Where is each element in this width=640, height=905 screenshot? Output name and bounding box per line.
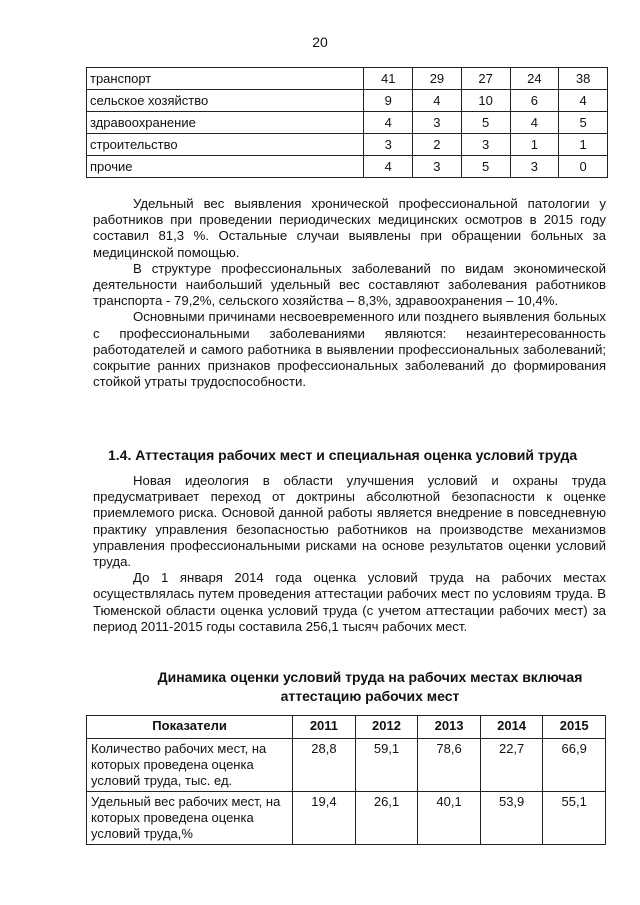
value-cell: 5 [461, 156, 510, 178]
header-cell: Показатели [87, 716, 293, 739]
body-text-block-2 [93, 473, 606, 635]
paragraph: Новая идеология в области улучшения условий и охраны труда предусматривает переход от доктрины абсолютной безопасности к оценке приемлемого риска. Основой данной работы является внедрение в повседневную практику управления безопасностью работников на производстве механизмов управления профессиональными рисками на основе результатов оценки условий труда. [93, 473, 606, 570]
value-cell: 9 [364, 90, 413, 112]
value-cell: 5 [559, 112, 608, 134]
table-header-row [87, 716, 606, 739]
header-cell: 2012 [355, 716, 418, 739]
value-cell: 78,6 [418, 739, 481, 792]
value-cell: 4 [364, 112, 413, 134]
value-cell: 59,1 [355, 739, 418, 792]
value-cell: 41 [364, 68, 413, 90]
table-row [87, 134, 608, 156]
value-cell: 29 [413, 68, 462, 90]
indicator-label: Удельный вес рабочих мест, на которых проведена оценка условий труда,% [87, 792, 293, 845]
value-cell: 3 [461, 134, 510, 156]
value-cell: 27 [461, 68, 510, 90]
section-heading: 1.4. Аттестация рабочих мест и специальная оценка условий труда [108, 447, 578, 463]
value-cell: 19,4 [293, 792, 356, 845]
value-cell: 22,7 [480, 739, 543, 792]
indicator-label: Количество рабочих мест, на которых проведена оценка условий труда, тыс. ед. [87, 739, 293, 792]
header-cell: 2013 [418, 716, 481, 739]
header-cell: 2014 [480, 716, 543, 739]
sector-label: сельское хозяйство [87, 90, 364, 112]
value-cell: 4 [413, 90, 462, 112]
table-row [87, 90, 608, 112]
value-cell: 3 [413, 156, 462, 178]
value-cell: 28,8 [293, 739, 356, 792]
value-cell: 3 [364, 134, 413, 156]
value-cell: 40,1 [418, 792, 481, 845]
value-cell: 3 [413, 112, 462, 134]
value-cell: 10 [461, 90, 510, 112]
table-title-line-1: Динамика оценки условий труда на рабочих местах включая [157, 669, 583, 685]
table-row [87, 68, 608, 90]
value-cell: 4 [510, 112, 559, 134]
paragraph: В структуре профессиональных заболеваний по видам экономической деятельности наибольший удельный вес составляют заболевания работников транспорта - 79,2%, сельского хозяйства – 8,3%, здравоохранения – 10,4%. [93, 260, 606, 309]
page-number: 20 [312, 34, 328, 50]
value-cell: 53,9 [480, 792, 543, 845]
value-cell: 6 [510, 90, 559, 112]
paragraph: Удельный вес выявления хронической профессиональной патологии у работников при проведении периодических медицинских осмотров в 2015 году составил 81,3 %. Остальные случаи выявлены при обращении больных за медицинской помощью. [93, 196, 606, 260]
value-cell: 24 [510, 68, 559, 90]
table-row [87, 739, 606, 792]
sector-label: транспорт [87, 68, 364, 90]
value-cell: 0 [559, 156, 608, 178]
value-cell: 4 [364, 156, 413, 178]
value-cell: 1 [510, 134, 559, 156]
value-cell: 26,1 [355, 792, 418, 845]
value-cell: 66,9 [543, 739, 606, 792]
paragraph: Основными причинами несвоевременного или позднего выявления больных с профессиональными заболеваниями являются: незаинтересованность работодателей и самого работника в выявлении профессиональных заболеваний; сокрытие ранних признаков профессиональных заболеваний до формирования стойкой утраты трудоспособности. [93, 309, 606, 390]
value-cell: 2 [413, 134, 462, 156]
table-title [120, 668, 620, 706]
value-cell: 3 [510, 156, 559, 178]
header-cell: 2015 [543, 716, 606, 739]
body-text-block-1 [93, 196, 606, 390]
diseases-by-sector-table [86, 67, 608, 178]
paragraph: До 1 января 2014 года оценка условий труда на рабочих местах осуществлялась путем проведения аттестации рабочих мест по условиям труда. В Тюменской области оценка условий труда (с учетом аттестации рабочих мест) за период 2011-2015 годы составила 256,1 тысяч рабочих мест. [93, 570, 606, 634]
sector-label: строительство [87, 134, 364, 156]
value-cell: 55,1 [543, 792, 606, 845]
assessment-dynamics-table [86, 715, 606, 845]
table-title-line-2: аттестацию рабочих мест [280, 688, 460, 704]
header-cell: 2011 [293, 716, 356, 739]
value-cell: 5 [461, 112, 510, 134]
sector-label: здравоохранение [87, 112, 364, 134]
value-cell: 38 [559, 68, 608, 90]
table-row [87, 112, 608, 134]
value-cell: 4 [559, 90, 608, 112]
sector-label: прочие [87, 156, 364, 178]
table-row [87, 156, 608, 178]
value-cell: 1 [559, 134, 608, 156]
table-row [87, 792, 606, 845]
